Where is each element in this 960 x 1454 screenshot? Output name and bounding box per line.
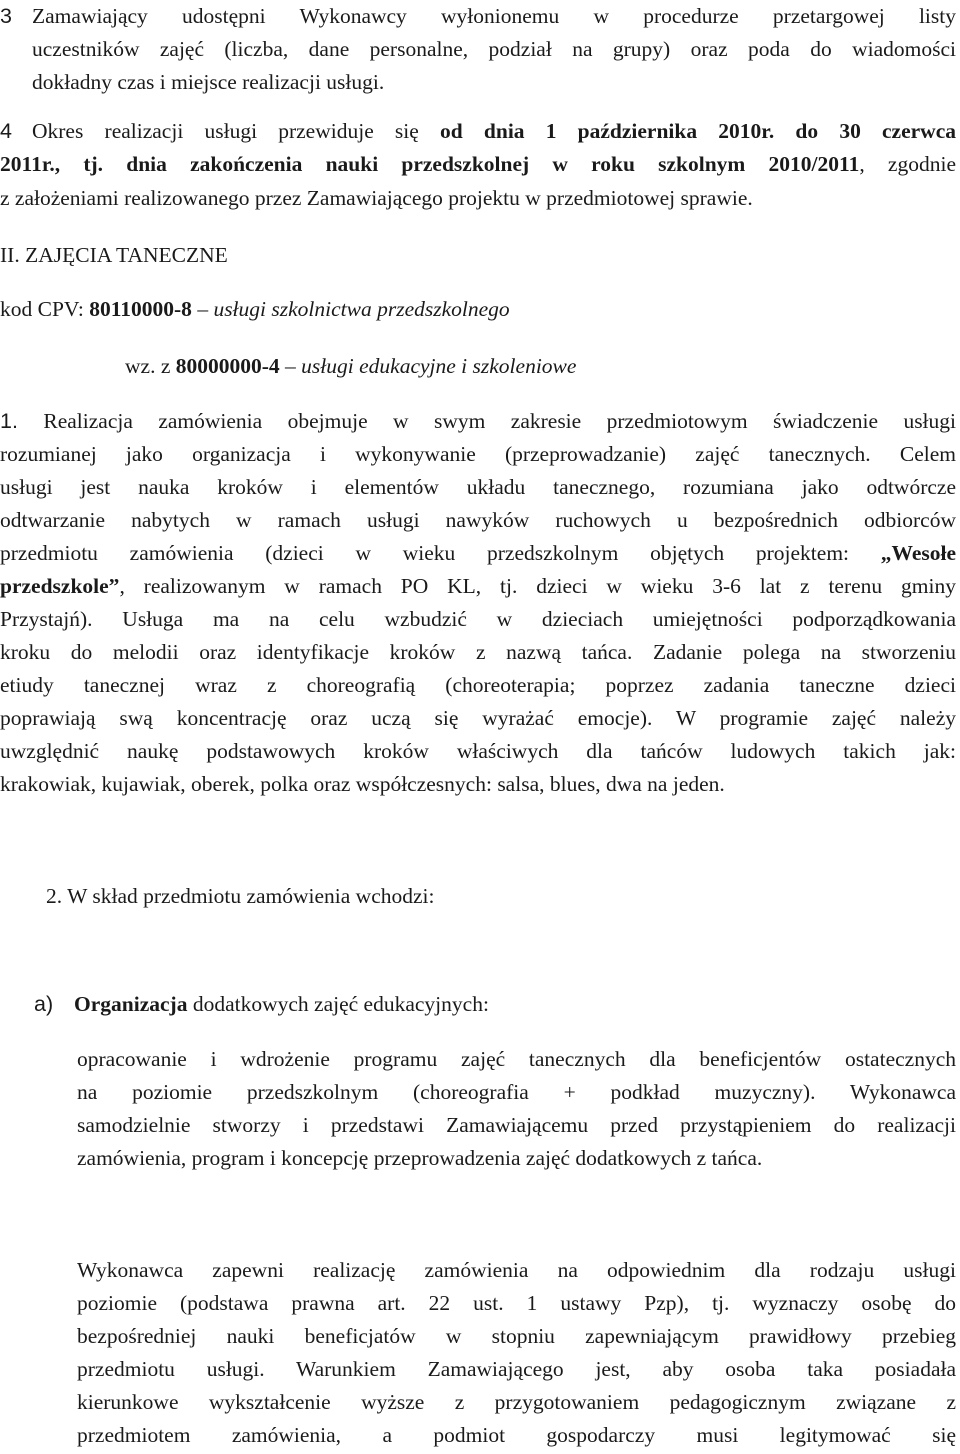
- item-4-line: z założeniami realizowanego przez Zamawiającego projektu w przedmiotowej sprawie.: [0, 186, 753, 210]
- point-1-line: [0, 537, 956, 570]
- cpv-code-line: [0, 293, 510, 326]
- point-1-line: rozumianej jako organizacja i wykonywanie (przeprowadzanie) zajęć tanecznych. Celem: [0, 442, 956, 466]
- point-a-heading: [34, 988, 489, 1021]
- point-1-line: [0, 570, 956, 603]
- point-2: 2. W skład przedmiotu zamówienia wchodzi:: [46, 884, 435, 908]
- paragraph-line: zamówienia, program i koncepcję przeprowadzenia zajęć dodatkowych z tańca.: [77, 1146, 763, 1170]
- point-1-line: poprawiają swą koncentrację oraz uczą się wyrażać emocje). W programie zajęć należy: [0, 706, 956, 730]
- project-name-end: przedszkole”: [0, 574, 120, 598]
- item-3-line: uczestników zajęć (liczba, dane personalne, podział na grupy) oraz poda do wiadomości: [32, 37, 956, 61]
- cpv-description: usługi szkolnictwa przedszkolnego: [213, 297, 510, 321]
- item-4-end-date: 2011r., tj. dnia zakończenia nauki przedszkolnej w roku szkolnym 2010/2011: [0, 152, 860, 176]
- point-a-paragraph-1: [77, 1043, 956, 1175]
- item-4: [0, 115, 956, 215]
- wz-dash: –: [279, 354, 302, 378]
- item-4-text: Okres realizacji usługi przewiduje się: [32, 119, 441, 143]
- point-1-line: [0, 405, 956, 438]
- item-3-line: Zamawiający udostępni Wykonawcy wyłonionemu w procedurze przetargowej listy: [32, 4, 956, 28]
- item-3-line: dokładny czas i miejsce realizacji usługi.: [32, 70, 385, 94]
- cpv-code: 80110000-8: [89, 297, 192, 321]
- item-number: 3: [0, 4, 12, 28]
- paragraph-line: Wykonawca zapewni realizację zamówienia na odpowiednim dla rodzaju usługi: [77, 1258, 956, 1282]
- wz-code: 80000000-4: [175, 354, 280, 378]
- point-1-line: etiudy tanecznej wraz z choreografią (choreoterapia; poprzez zadania taneczne dzieci: [0, 673, 956, 697]
- point-1-line: Przystajń). Usługa ma na celu wzbudzić w dzieciach umiejętności podporządkowania: [0, 607, 956, 631]
- point-1-text: Realizacja zamówienia obejmuje w swym zakresie przedmiotowym świadczenie usługi: [43, 409, 957, 433]
- item-4-line: [0, 148, 956, 181]
- paragraph-line: poziomie (podstawa prawna art. 22 ust. 1 ustawy Pzp), tj. wyznaczy osobę do: [77, 1291, 956, 1315]
- paragraph-line: przedmiotu usługi. Warunkiem Zamawiającego jest, aby osoba taka posiadała: [77, 1357, 956, 1381]
- point-number: 1.: [0, 409, 18, 433]
- paragraph-line: opracowanie i wdrożenie programu zajęć tanecznych dla beneficjentów ostatecznych: [77, 1047, 956, 1071]
- section-title: II. ZAJĘCIA TANECZNE: [0, 243, 228, 267]
- item-4-line: [32, 115, 956, 148]
- point-letter: a): [34, 992, 54, 1016]
- item-number: 4: [0, 119, 12, 143]
- point-1-text: przedmiotu zamówienia (dzieci w wieku przedszkolnym objętych projektem:: [0, 541, 881, 565]
- point-a-text: dodatkowych zajęć edukacyjnych:: [187, 992, 489, 1016]
- paragraph-line: samodzielnie stworzy i przedstawi Zamawiającemu przed przystąpieniem do realizacji: [77, 1113, 956, 1137]
- point-1-line: usługi jest nauka kroków i elementów układu tanecznego, rozumiana jako odtwórcze: [0, 475, 956, 499]
- point-1: [0, 405, 956, 801]
- point-a-paragraph-2: [77, 1254, 956, 1452]
- cpv-prefix: kod CPV:: [0, 297, 90, 321]
- paragraph-line: na poziomie przedszkolnym (choreografia + podkład muzyczny). Wykonawca: [77, 1080, 956, 1104]
- point-1-line: kroku do melodii oraz identyfikacje kroków z nazwą tańca. Zadanie polega na stworzeniu: [0, 640, 956, 664]
- point-1-text: , realizowanym w ramach PO KL, tj. dzieci w wieku 3-6 lat z terenu gminy: [119, 574, 956, 598]
- project-name-start: „Wesołe: [880, 541, 956, 565]
- paragraph-line: przedmiotem zamówienia, a podmiot gospodarczy musi legitymować się: [77, 1423, 956, 1447]
- item-3: [0, 0, 956, 99]
- item-4-date-range: od dnia 1 października 2010r. do 30 czerwca: [440, 119, 957, 143]
- cpv-additional-line: [125, 350, 576, 383]
- cpv-dash: –: [191, 297, 214, 321]
- paragraph-line: bezpośredniej nauki beneficjatów w stopniu zapewniającym prawidłowy przebieg: [77, 1324, 956, 1348]
- point-a-bold: Organizacja: [74, 992, 188, 1016]
- item-4-text: , zgodnie: [859, 152, 956, 176]
- wz-description: usługi edukacyjne i szkoleniowe: [301, 354, 577, 378]
- wz-prefix: wz. z: [125, 354, 176, 378]
- point-1-line: krakowiak, kujawiak, oberek, polka oraz współczesnych: salsa, blues, dwa na jeden.: [0, 772, 725, 796]
- point-1-line: uwzględnić naukę podstawowych kroków właściwych dla tańców ludowych takich jak:: [0, 739, 956, 763]
- point-1-line: odtwarzanie nabytych w ramach usługi nawyków ruchowych u bezpośrednich odbiorców: [0, 508, 956, 532]
- paragraph-line: kierunkowe wykształcenie wyższe z przygotowaniem pedagogicznym związane z: [77, 1390, 956, 1414]
